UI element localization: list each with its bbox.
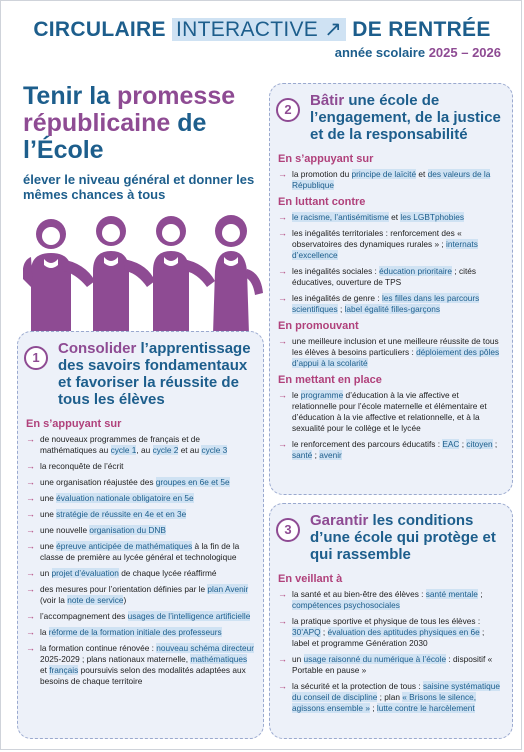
arrow-icon: → xyxy=(278,228,287,238)
item-text: ) xyxy=(123,595,127,605)
arrow-icon: → xyxy=(26,434,35,444)
arrow-icon: → xyxy=(26,461,35,471)
header-subtitle xyxy=(335,45,501,60)
section-2-group xyxy=(278,374,504,461)
arrow-icon: → xyxy=(278,616,287,626)
item-text: un xyxy=(40,568,52,578)
item-text: une nouvelle xyxy=(40,525,90,535)
list-item xyxy=(278,616,504,649)
section-1-body xyxy=(18,408,263,687)
item-text: , au xyxy=(136,445,153,455)
resource-link[interactable]: EAC xyxy=(442,439,460,449)
item-text: et xyxy=(40,665,50,675)
resource-link[interactable]: des valeurs de la République xyxy=(292,169,491,190)
item-text: poursuivis selon des modalités adaptées aux besoins de chaque territoire xyxy=(40,665,246,686)
item-text: ; xyxy=(337,304,345,314)
section-2-body xyxy=(270,143,512,461)
item-text: les inégalités sociales : xyxy=(292,266,380,276)
resource-link[interactable]: cycle 1 xyxy=(110,445,137,455)
item-text: les inégalités de genre : xyxy=(292,293,382,303)
header-title-end: DE RENTRÉE xyxy=(352,18,491,41)
section-2-list xyxy=(278,336,504,369)
section-3-number: 3 xyxy=(276,518,300,542)
resource-link[interactable]: les LGBTphobies xyxy=(400,212,465,222)
arrow-icon: → xyxy=(278,293,287,303)
arrow-icon: → xyxy=(278,212,287,222)
list-item xyxy=(26,434,255,456)
resource-link[interactable]: compétences psychosociales xyxy=(292,600,400,610)
item-text: la reconquête de l’écrit xyxy=(40,461,124,471)
item-text: une meilleure inclusion et une meilleure réussite de tous les élèves à besoins particuliers : xyxy=(292,336,499,357)
section-2-heading xyxy=(270,92,512,143)
list-item xyxy=(26,568,255,579)
section-2-list xyxy=(278,212,504,315)
section-3-list xyxy=(278,589,504,714)
list-item xyxy=(278,228,504,261)
list-item xyxy=(26,461,255,472)
list-item xyxy=(26,584,255,606)
section-2-group xyxy=(278,196,504,315)
item-text: ; xyxy=(312,450,320,460)
list-item xyxy=(278,266,504,288)
intro-title-part1: Tenir la xyxy=(23,82,111,110)
resource-link[interactable]: plan Avenir xyxy=(207,584,249,594)
section-2-title-rest: une école de l’engagement, de la justice et de la responsabilité xyxy=(310,92,501,143)
item-text: ; xyxy=(320,627,328,637)
arrow-icon: → xyxy=(278,169,287,179)
section-2-category: En s’appuyant sur xyxy=(278,153,374,165)
item-text: et au xyxy=(178,445,202,455)
section-2-group xyxy=(278,153,504,191)
item-text: un xyxy=(292,654,304,664)
item-text: : dispositif « Portable en pause » xyxy=(292,654,493,675)
list-item xyxy=(26,541,255,563)
resource-link[interactable]: organisation du DNB xyxy=(89,525,166,535)
list-item xyxy=(278,293,504,315)
item-text: le renforcement des parcours éducatifs : xyxy=(292,439,443,449)
resource-link[interactable]: santé mentale xyxy=(425,589,478,599)
arrow-icon: → xyxy=(26,611,35,621)
list-item xyxy=(278,212,504,223)
section-3-card xyxy=(269,503,513,739)
list-item xyxy=(26,627,255,638)
arrow-icon: → xyxy=(26,477,35,487)
item-text: 2025-2029 ; plans nationaux maternelle, xyxy=(40,654,191,664)
list-item xyxy=(278,589,504,611)
section-2-group xyxy=(278,320,504,369)
resource-link[interactable]: stratégie de réussite en 4e et en 3e xyxy=(56,509,187,519)
section-2-category: En luttant contre xyxy=(278,196,366,208)
resource-link[interactable]: épreuve anticipée de mathématiques xyxy=(56,541,193,551)
section-2-category: En mettant en place xyxy=(278,374,382,386)
section-3-category: En veillant à xyxy=(278,573,343,585)
list-item xyxy=(278,439,504,461)
item-text: ; xyxy=(477,589,483,599)
item-text: l’accompagnement des xyxy=(40,611,128,621)
resource-link[interactable]: internats d’excellence xyxy=(292,239,478,260)
item-text: ; xyxy=(492,439,498,449)
item-text: la santé et au bien-être des élèves : xyxy=(292,589,426,599)
item-text: ; xyxy=(459,439,467,449)
header-title-start: CIRCULAIRE xyxy=(33,18,166,41)
arrow-icon: → xyxy=(26,509,35,519)
arrow-icon: → xyxy=(278,390,287,400)
item-text: d’éducation à la vie affective et relationnelle pour l’école maternelle et élémentaire et d’éducation à la vie affective et relationnelle, et à la sexualité pour le collège et le lycée xyxy=(292,390,487,433)
list-item xyxy=(278,336,504,369)
arrow-icon: → xyxy=(278,336,287,346)
resource-link[interactable]: note de service xyxy=(67,595,124,605)
item-text: la formation continue rénovée : xyxy=(40,643,157,653)
section-3-body xyxy=(270,563,512,714)
section-3-heading xyxy=(270,512,512,563)
item-text: les inégalités territoriales : renforcement des « observatoires des dynamiques rurales » ; xyxy=(292,228,462,249)
resource-link[interactable]: avenir xyxy=(319,450,342,460)
resource-link[interactable]: groupes en 6e et 5e xyxy=(155,477,230,487)
item-text: la xyxy=(40,627,49,637)
resource-link[interactable]: programme xyxy=(300,390,344,400)
resource-link[interactable]: lutte contre le harcèlement xyxy=(376,703,475,713)
list-item xyxy=(26,477,255,488)
resource-link[interactable]: santé xyxy=(292,450,313,460)
intro-subtitle: élever le niveau général et donner les mêmes chances à tous xyxy=(23,172,255,202)
section-2-list xyxy=(278,390,504,461)
item-text: de chaque lycée réaffirmé xyxy=(118,568,217,578)
item-text: la promotion du xyxy=(292,169,352,179)
intro-title-part2: de l’École xyxy=(23,109,207,164)
resource-link[interactable]: les filles dans les parcours scientifiques xyxy=(292,293,480,314)
item-text: ; plan xyxy=(377,692,403,702)
list-item xyxy=(26,525,255,536)
section-2-title-purple: Bâtir xyxy=(310,92,345,109)
arrow-icon: → xyxy=(278,439,287,449)
arrow-icon: → xyxy=(26,525,35,535)
list-item xyxy=(26,611,255,622)
arrow-icon: → xyxy=(278,266,287,276)
section-3-title-purple: Garantir xyxy=(310,512,369,529)
arrow-icon: → xyxy=(278,681,287,691)
section-1-title-rest: l’apprentissage des savoirs fondamentaux et favoriser la réussite de tous les élèves xyxy=(58,340,251,408)
resource-link[interactable]: projet d’évaluation xyxy=(51,568,119,578)
section-3-title-rest: les conditions d’une école qui protège et qui rassemble xyxy=(310,512,496,563)
list-item xyxy=(278,681,504,714)
arrow-icon: → xyxy=(278,589,287,599)
item-text: et xyxy=(416,169,428,179)
section-1-title-purple: Consolider xyxy=(58,340,137,357)
intro-title-purple: promesse républicaine xyxy=(23,82,236,137)
arrow-icon: → xyxy=(26,643,35,653)
resource-link[interactable]: cycle 2 xyxy=(152,445,179,455)
section-1-card xyxy=(17,331,264,739)
resource-link[interactable]: saisine systématique du conseil de discipline xyxy=(292,681,500,702)
arrow-icon: → xyxy=(26,493,35,503)
item-text: une organisation réajustée des xyxy=(40,477,156,487)
intro-block xyxy=(23,83,263,202)
resource-link[interactable]: usage raisonné du numérique à l’école xyxy=(303,654,447,664)
arrow-icon: → xyxy=(26,584,35,594)
list-item xyxy=(278,169,504,191)
resource-link[interactable]: principe de laïcité xyxy=(351,169,417,179)
list-item xyxy=(26,509,255,520)
resource-link[interactable]: nouveau schéma directeur xyxy=(156,643,255,653)
item-text: une xyxy=(40,541,57,551)
header-title xyxy=(1,17,523,42)
section-1-number: 1 xyxy=(24,346,48,370)
section-1-category: En s’appuyant sur xyxy=(26,418,122,430)
section-2-list xyxy=(278,169,504,191)
item-text: le xyxy=(292,390,301,400)
item-text: des mesures pour l’orientation définies par le xyxy=(40,584,208,594)
resource-link[interactable]: citoyen xyxy=(466,439,493,449)
list-item xyxy=(278,654,504,676)
resource-link[interactable]: 30’APQ xyxy=(292,627,321,637)
resource-link[interactable]: réforme de la formation initiale des professeurs xyxy=(48,627,222,637)
item-text: de nouveaux programmes de français et de mathématiques au xyxy=(40,434,201,455)
item-text: ; xyxy=(369,703,377,713)
resource-link[interactable]: français xyxy=(49,665,79,675)
item-text: (voir la xyxy=(40,595,68,605)
section-1-heading xyxy=(18,340,263,408)
people-illustration xyxy=(23,209,263,334)
arrow-icon: → xyxy=(278,654,287,664)
item-text: la pratique sportive et physique de tous les élèves : xyxy=(292,616,481,626)
item-text: ; cités éducatives, ouverture de TPS xyxy=(292,266,477,287)
resource-link[interactable]: usages de l’intelligence artificielle xyxy=(127,611,251,621)
list-item xyxy=(26,643,255,687)
resource-link[interactable]: mathématiques xyxy=(190,654,248,664)
item-text: une xyxy=(40,509,57,519)
item-text: et xyxy=(388,212,401,222)
interactive-link[interactable]: INTERACTIVE ↗ xyxy=(172,18,346,41)
resource-link[interactable]: cycle 3 xyxy=(201,445,228,455)
item-text: la sécurité et la protection de tous : xyxy=(292,681,423,691)
list-item xyxy=(278,390,504,434)
section-2-category: En promouvant xyxy=(278,320,359,332)
item-text: à la fin de la classe de première au lycée général et technologique xyxy=(40,541,240,562)
resource-link[interactable]: évaluation nationale obligatoire en 5e xyxy=(56,493,194,503)
item-text: une xyxy=(40,493,57,503)
school-year-value: 2025 – 2026 xyxy=(428,45,501,60)
section-1-list xyxy=(26,434,255,687)
arrow-icon: → xyxy=(26,627,35,637)
section-2-card xyxy=(269,83,513,495)
resource-link[interactable]: label égalité filles-garçons xyxy=(344,304,441,314)
header xyxy=(1,1,523,63)
arrow-icon: → xyxy=(26,541,35,551)
resource-link[interactable]: déploiement des pôles d’appui à la scolarité xyxy=(292,347,500,368)
resource-link[interactable]: « Brisons le silence, agissons ensemble » xyxy=(292,692,477,713)
school-year-label: année scolaire xyxy=(334,45,426,60)
intro-title xyxy=(23,83,263,164)
arrow-icon: → xyxy=(26,568,35,578)
resource-link[interactable]: évaluation des aptitudes physiques en 6e xyxy=(327,627,480,637)
item-text: ; label et programme Génération 2030 xyxy=(292,627,485,648)
resource-link[interactable]: le racisme, l’antisémitisme xyxy=(292,212,389,222)
list-item xyxy=(26,493,255,504)
resource-link[interactable]: éducation prioritaire xyxy=(379,266,453,276)
section-2-number: 2 xyxy=(276,98,300,122)
